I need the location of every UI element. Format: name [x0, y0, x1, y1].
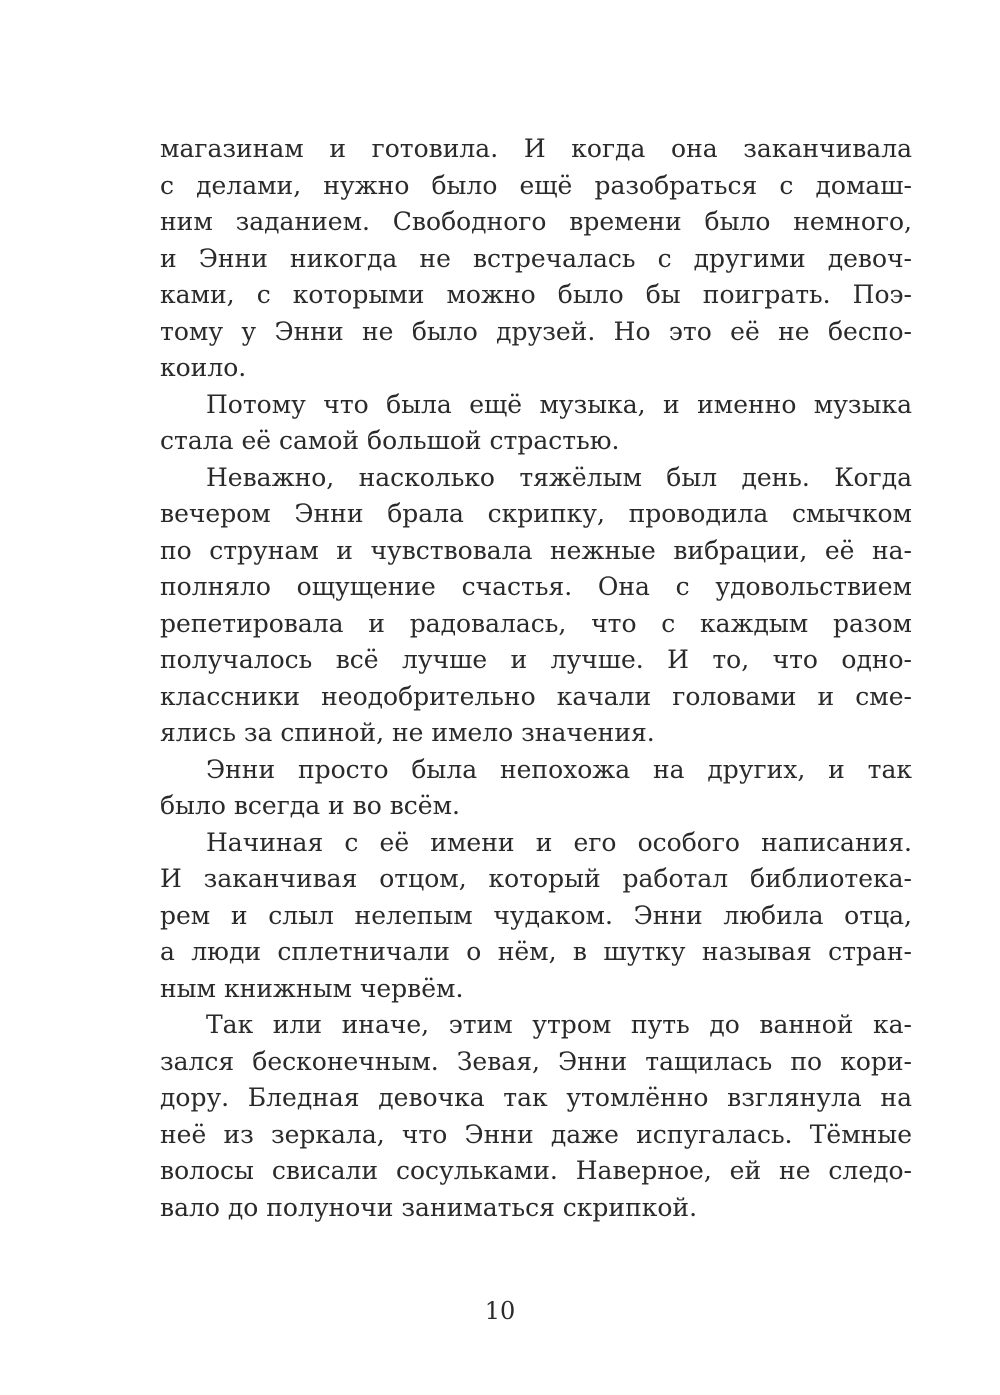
text-line: Так или иначе, этим утром путь до ванной ка- — [206, 1010, 912, 1039]
text-line: магазинам и готовила. И когда она заканчивала — [160, 134, 912, 163]
text-line: зался бесконечным. Зевая, Энни тащилась по кори- — [160, 1046, 912, 1076]
paragraph-1 — [160, 131, 912, 387]
paragraph-6 — [160, 1007, 912, 1226]
text-line: ялись за спиной, не имело значения. — [160, 718, 655, 747]
text-line: Неважно, насколько тяжёлым был день. Когда — [206, 462, 912, 492]
text-line: классники неодобрительно качали головами и сме- — [160, 681, 912, 711]
text-line: И заканчивая отцом, который работал библиотека- — [160, 864, 912, 893]
text-line: получалось всё лучше и лучше. И то, что одно- — [160, 645, 912, 674]
text-line: волосы свисали сосульками. Наверное, ей не следо- — [160, 1156, 912, 1185]
text-line: вало до полуночи заниматься скрипкой. — [160, 1192, 698, 1222]
text-line: ным книжным червём. — [160, 973, 464, 1003]
text-line: и Энни никогда не встречалась с другими девоч- — [160, 243, 912, 273]
paragraph-2 — [160, 387, 912, 460]
text-line: а люди сплетничали о нём, в шутку называя стран- — [160, 937, 912, 966]
text-line: ками, с которыми можно было бы поиграть. Поэ- — [160, 280, 912, 309]
text-line: было всегда и во всём. — [160, 791, 460, 820]
paragraph-5 — [160, 825, 912, 1008]
paragraph-3 — [160, 460, 912, 752]
text-line: Потому что была ещё музыка, и именно музыка — [206, 389, 912, 419]
paragraph-4 — [160, 752, 912, 825]
text-line: репетировала и радовалась, что с каждым разом — [160, 608, 912, 638]
text-line: с делами, нужно было ещё разобраться с домаш- — [160, 170, 912, 200]
text-line: дору. Бледная девочка так утомлённо взглянула на — [160, 1083, 912, 1112]
text-line: по струнам и чувствовала нежные вибрации, её на- — [160, 535, 912, 565]
text-line: Начиная с её имени и его особого написания. — [206, 827, 912, 857]
page-number: 10 — [484, 1297, 516, 1325]
text-line: тому у Энни не было друзей. Но это её не беспо- — [160, 316, 912, 346]
text-line: рем и слыл нелепым чудаком. Энни любила отца, — [160, 900, 912, 930]
text-line: коило. — [160, 353, 247, 382]
text-line: Энни просто была непохожа на других, и так — [206, 754, 912, 784]
text-line: стала её самой большой страстью. — [160, 426, 620, 455]
text-line: полняло ощущение счастья. Она с удовольствием — [160, 572, 912, 601]
text-line: неё из зеркала, что Энни даже испугалась. Тёмные — [160, 1119, 912, 1149]
text-line: ним заданием. Свободного времени было немного, — [160, 207, 912, 236]
text-line: вечером Энни брала скрипку, проводила смычком — [160, 499, 912, 528]
page-body — [160, 131, 912, 1226]
